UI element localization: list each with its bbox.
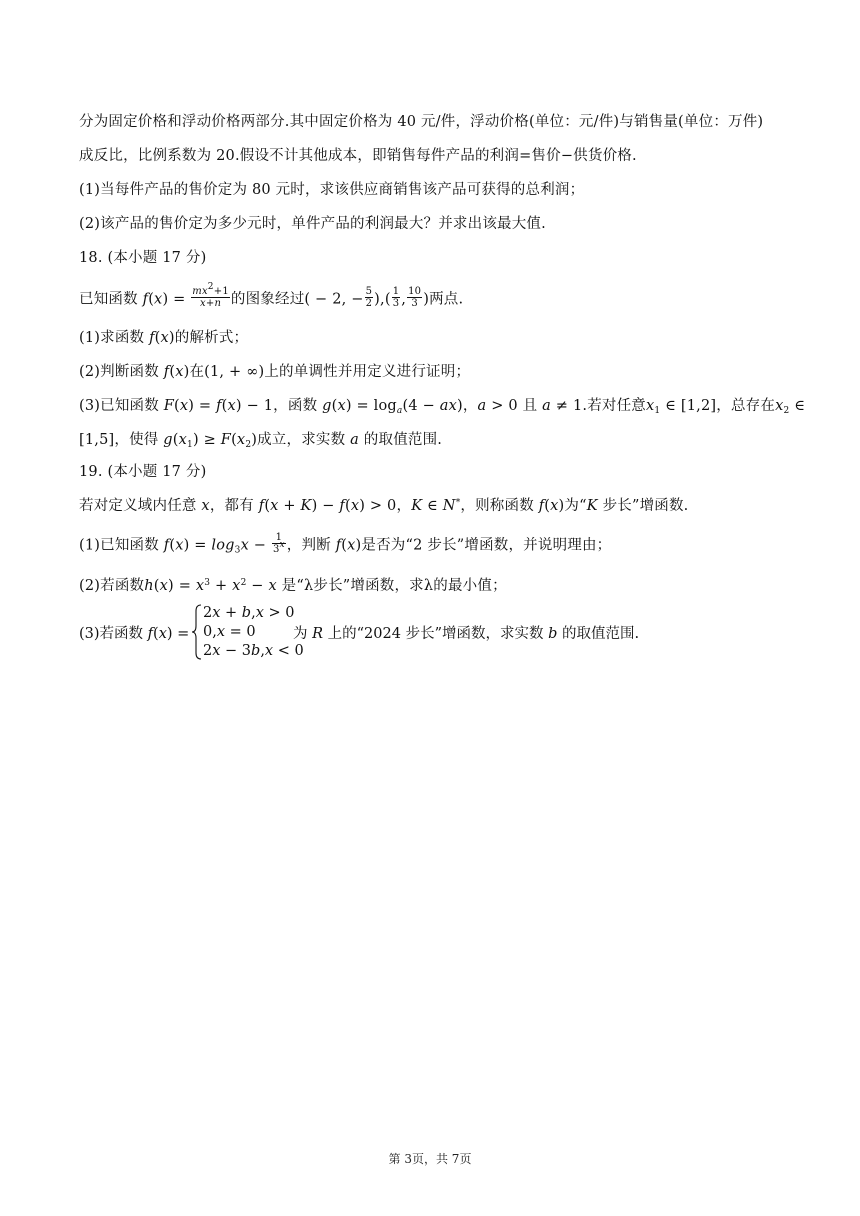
p18-question3-line2: [1,5]，使得 $g(x_1) \ge F(x_2)$成立，求实数 a 的取值范围. bbox=[79, 432, 443, 450]
p18-header: 18. (本小题 17 分) bbox=[79, 250, 207, 266]
p17-line2: 成反比，比例系数为 20.假设不计其他成本，即销售每件产品的利润=售价−供货价格. bbox=[79, 148, 637, 164]
p19-question2: (2)若函数$h(x) = x^3 + x^2 - x$ 是“λ步长”增函数，求λ的最小值； bbox=[79, 578, 507, 594]
p18-intro: 已知函数 f(x) = $\frac{mx^2+1}{x+n}$ 的图象经过( − 2, − $\frac{5}{2}$ ),( $\frac{1}{3}$ , $\frac{10}{3}$ )两点. bbox=[79, 282, 464, 309]
p17-line1: 分为固定价格和浮动价格两部分.其中固定价格为 40 元/件，浮动价格(单位：元/件)与销售量(单位：万件) bbox=[79, 114, 764, 130]
p19-header: 19. (本小题 17 分) bbox=[79, 464, 207, 480]
p18-question1: (1)求函数 f(x)的解析式； bbox=[79, 330, 249, 346]
p19-definition: 若对定义域内任意 x，都有 f(x + K) − f(x) > 0，K ∈ N*，则称函数 f(x)为“K 步长”增函数. bbox=[79, 498, 689, 514]
p18-question2: (2)判断函数 f(x)在(1, + ∞)上的单调性并用定义进行证明； bbox=[79, 364, 471, 380]
p17-question1: (1)当每件产品的售价定为 80 元时，求该供应商销售该产品可获得的总利润； bbox=[79, 182, 585, 198]
document-page: 分为固定价格和浮动价格两部分.其中固定价格为 40 元/件，浮动价格(单位：元/件)与销售量(单位：万件) 成反比，比例系数为 20.假设不计其他成本，即销售每件产品的利润=售价−供货价格. (1)当每件产品的售价定为 80 元时，求该供应商销售该产品可获得的总利润； (2)该产品的售价定为多少元时，单件产品的利润最大？并求出该最大值. 18. (本小题 17 分) 已知函数 f(x) = $\frac{mx^2+1}{x+n}$ 的图象经过( − 2, − $\frac{5}{2}$ ),( $\frac{1}{3}$ , $\frac{10}{3}$ )两点. (1)求函数 f(x)的解析式； (2)判断函数 f(x)在(1, + ∞)上的单调性并用定义进行证明； (3)已知函数 F(x) = f(x) − 1，函数 $g(x) = \log_a(4 - ax)$，a > 0 且 a ≠ 1.若对任意$x_1$ ∈ [1,2]，总存在$x_2$ ∈ [1,5]，使得 $g(x_1) \ge F(x_2)$成立，求实数 a 的取值范围. 19. (本小题 17 分) 若对定义域内任意 x，都有 f(x + K) − f(x) > 0，K ∈ N*，则称函数 f(x)为“K 步长”增函数. (1)已知函数 $f(x) = \log_3x$ − $\frac{1}{3^x}$ ，判断 f(x)是否为“2 步长”增函数，并说明理由； (2)若函数$h(x) = x^3 + x^2 - x$ 是“λ步长”增函数，求λ的最小值； (3)若函数 f(x) = 2x + b,x > 0 0,x = 0 2x − 3b,x < 0 为 R 上的“2024 步长”增函数，求实数 b 的取值范围. 第 3页，共 7页 bbox=[0, 0, 860, 1216]
p19-question1: (1)已知函数 $f(x) = \log_3x$ − $\frac{1}{3^x}$ ，判断 f(x)是否为“2 步长”增函数，并说明理由； bbox=[79, 532, 612, 556]
left-brace-icon bbox=[192, 604, 202, 660]
piecewise-cases: 2x + b,x > 0 0,x = 0 2x − 3b,x < 0 bbox=[203, 605, 304, 659]
p17-question2: (2)该产品的售价定为多少元时，单件产品的利润最大？并求出该最大值. bbox=[79, 216, 546, 232]
page-footer: 第 3页，共 7页 bbox=[388, 1152, 472, 1166]
p18-question3-line1: (3)已知函数 F(x) = f(x) − 1，函数 $g(x) = \log_a(4 - ax)$，a > 0 且 a ≠ 1.若对任意$x_1$ ∈ [1,2]，总存在$x_2$ ∈ bbox=[79, 398, 806, 416]
